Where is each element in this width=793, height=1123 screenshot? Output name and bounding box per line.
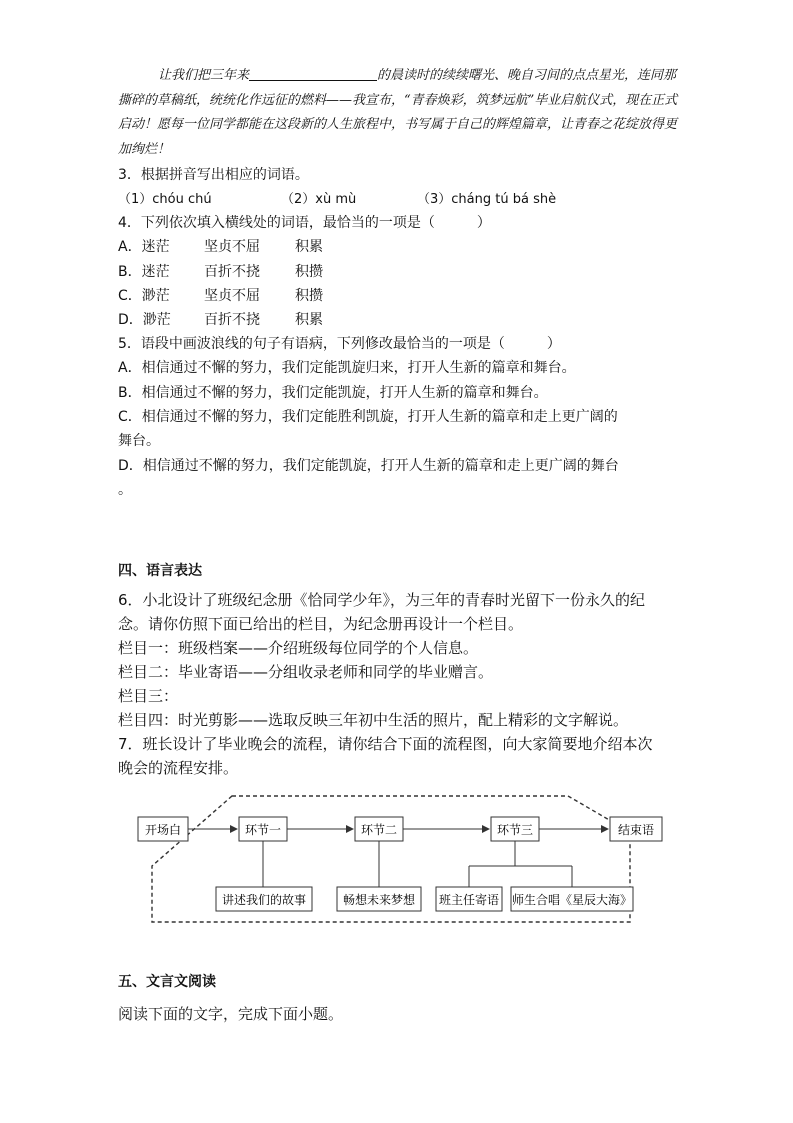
flow-node-end: [610, 817, 662, 841]
svg-text:开场白: 开场白: [144, 823, 182, 837]
q3-stem: 3．根据拼音写出相应的词语。: [118, 167, 309, 183]
svg-text:畅想未来梦想: 畅想未来梦想: [342, 893, 416, 907]
passage-part1: 让我们把三年来: [158, 68, 250, 83]
column-2: 栏目二：毕业寄语——分组收录老师和同学的毕业赠言。: [118, 663, 494, 681]
svg-text:环节二: 环节二: [360, 823, 398, 837]
q3-item-2: （2）xù mù: [281, 192, 357, 207]
q4-d-word3: 积累: [295, 312, 323, 328]
svg-text:环节三: 环节三: [496, 823, 534, 837]
q5-stem: 5．语段中画波浪线的句子有语病，下列修改最恰当的一项是（ ）: [118, 336, 561, 352]
flow-sub-teacher: [436, 887, 502, 911]
q3-item-3: （3）cháng tú bá shè: [417, 192, 557, 207]
q7-line1: 7．班长设计了毕业晚会的流程，请你结合下面的流程图，向大家简要地介绍本次: [118, 735, 653, 753]
q4-d-word2: 百折不挠: [204, 312, 260, 328]
q5-option-c-line1[interactable]: C．相信通过不懈的努力，我们定能胜利凯旋，打开人生新的篇章和走上更广阔的: [118, 409, 618, 425]
flow-node-step3: [491, 817, 539, 841]
flow-node-start: [138, 817, 188, 841]
q4-b-word2: 百折不挠: [204, 264, 260, 280]
flow-sub-dream: [337, 887, 421, 911]
column-4: 栏目四：时光剪影——选取反映三年初中生活的照片，配上精彩的文字解说。: [118, 711, 629, 729]
q5-option-b[interactable]: B．相信通过不懈的努力，我们定能凯旋，打开人生新的篇章和舞台。: [118, 385, 548, 401]
q7-line2: 晚会的流程安排。: [118, 759, 239, 777]
q4-stem: 4．下列依次填入横线处的词语，最恰当的一项是（ ）: [118, 215, 491, 231]
section-5-intro: 阅读下面的文字，完成下面小题。: [118, 1005, 344, 1023]
flow-sub-story: [216, 887, 312, 911]
section-4-title: 四、语言表达: [118, 563, 202, 579]
q4-a-word3: 积累: [295, 239, 323, 255]
column-1: 栏目一：班级档案——介绍班级每位同学的个人信息。: [118, 639, 479, 657]
q4-b-word3: 积攒: [295, 264, 323, 280]
flow-node-step1: [239, 817, 287, 841]
q6-line2: 念。请你仿照下面已给出的栏目，为纪念册再设计一个栏目。: [118, 615, 524, 633]
svg-text:师生合唱《星辰大海》: 师生合唱《星辰大海》: [511, 893, 633, 907]
q5-option-c-line2[interactable]: 舞台。: [118, 433, 160, 449]
q5-option-d-line2[interactable]: 。: [118, 482, 132, 498]
q4-c-word3: 积攒: [295, 288, 323, 304]
q4-c-word1: C．渺茫: [118, 288, 170, 304]
passage-part2: 的晨读时的续续曙光、晚自习间的点点星光，连同那撕碎的草稿纸，统统化作远征的燃料——我宣布，“青春焕彩，筑梦远航”毕业启航仪式，现在正式启动！愿每一位同学都能在这段新的人生旅程中，书写属于自己的辉煌篇章，让青春之花绽放得更加绚烂！: [118, 68, 678, 157]
svg-text:环节一: 环节一: [244, 823, 282, 837]
q3-item-1: （1）chóu chú: [118, 192, 212, 207]
section-5-title: 五、文言文阅读: [118, 974, 216, 990]
flow-node-step2: [355, 817, 403, 841]
svg-text:结束语: 结束语: [617, 823, 655, 837]
q4-a-word1: A．迷茫: [118, 239, 170, 255]
q6-line1: 6．小北设计了班级纪念册《恰同学少年》，为三年的青春时光留下一份永久的纪: [118, 591, 646, 609]
q4-b-word1: B．迷茫: [118, 264, 170, 280]
q4-a-word2: 坚贞不屈: [204, 239, 260, 255]
flow-sub-chorus: [511, 887, 633, 911]
q4-c-word2: 坚贞不屈: [204, 288, 260, 304]
q4-d-word1: D．渺茫: [118, 312, 171, 328]
q5-option-d-line1[interactable]: D．相信通过不懈的努力，我们定能凯旋，打开人生新的篇章和走上更广阔的舞台: [118, 458, 619, 474]
svg-text:讲述我们的故事: 讲述我们的故事: [221, 893, 307, 907]
q5-option-a[interactable]: A．相信通过不懈的努力，我们定能凯旋归来，打开人生新的篇章和舞台。: [118, 360, 576, 376]
column-3[interactable]: 栏目三：: [118, 687, 179, 705]
svg-text:班主任寄语: 班主任寄语: [438, 893, 500, 907]
